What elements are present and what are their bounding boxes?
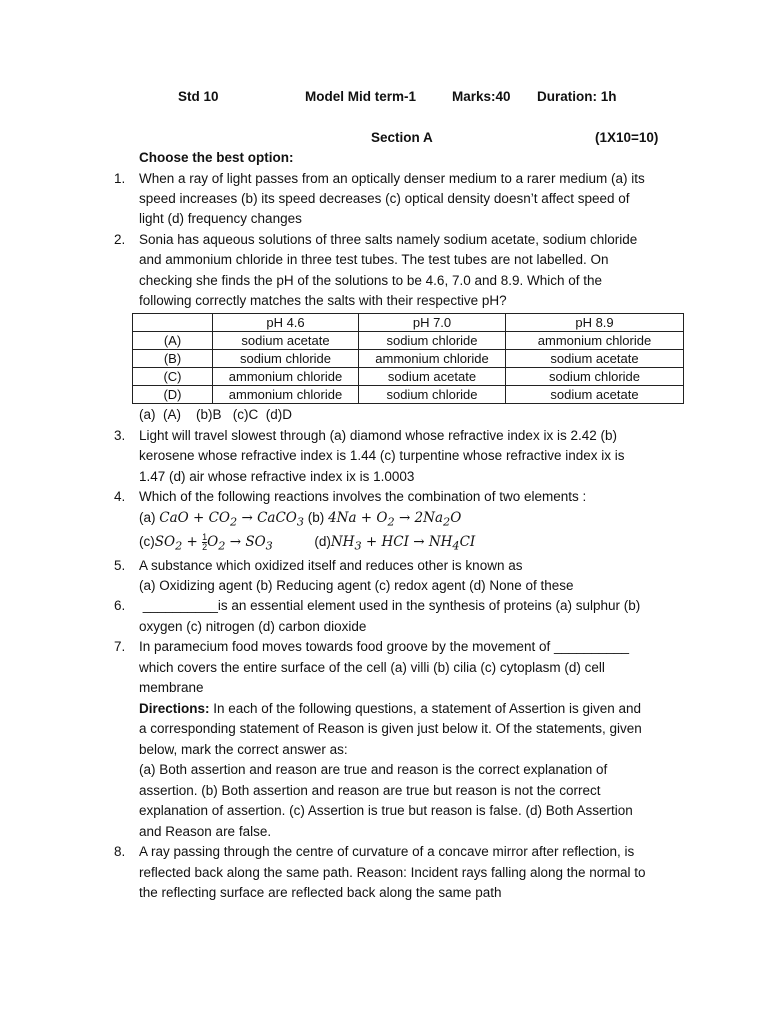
equation-a: CaO + $CO_2$ → CaCO$_3$ [159,510,305,529]
directions-line: explanation of assertion. (c) Assertion is true but reason is false. (d) Both Assertion [139,803,633,818]
directions-label: Directions: [139,701,210,716]
q2-number: 2. [114,232,126,247]
table-row [133,368,684,386]
table-cell: sodium chloride [359,332,506,350]
equation-b: $4Na + O_2 \to 2Na_2O$ [328,510,462,529]
ph-table [132,313,684,404]
q1-line: When a ray of light passes from an optically denser medium to a rarer medium (a) its [139,171,645,186]
q2-line: checking she finds the pH of the solutions to be 4.6, 7.0 and 8.9. Which of the [139,273,603,288]
equation-c-rest: $O_2 \to SO_3$ [207,534,273,553]
q5-line: A substance which oxidized itself and reduces other is known as [139,558,523,573]
instruction: Choose the best option: [139,150,294,165]
q1-line: speed increases (b) its speed decreases (c) optical density doesn’t affect speed of [139,191,630,206]
q6-number: 6. [114,598,126,613]
q4-option-a: (a) [139,510,156,525]
q8-line: the reflecting surface are reflected back along the same path [139,885,502,900]
section-title: Section A [371,130,433,145]
table-row [133,332,684,350]
table-cell: sodium acetate [359,368,506,386]
directions-text: In each of the following questions, a statement of Assertion is given and [209,701,642,716]
fraction-half: $\frac{1}{2}$ [202,531,208,552]
table-cell: sodium acetate [506,386,684,404]
directions-line: assertion. (b) Both assertion and reason are true but reason is not the correct [139,783,601,798]
table-cell: (B) [133,350,213,368]
q4-option-b: (b) [307,510,325,525]
directions-line: below, mark the correct answer as: [139,742,348,757]
q4-text: Which of the following reactions involves the combination of two elements : [139,489,587,504]
table-cell: ammonium chloride [213,386,359,404]
q5-number: 5. [114,558,126,573]
table-header-row [133,314,684,332]
equation-c: $SO_2$ + [154,534,203,553]
equation-d: $NH_3$ + HCI → $NH_4CI$ [330,534,476,553]
table-cell: sodium chloride [359,386,506,404]
table-cell: sodium acetate [213,332,359,350]
table-header: pH 4.6 [213,314,359,332]
q3-line: Light will travel slowest through (a) diamond whose refractive index ix is 2.42 (b) [139,428,617,443]
q2-line: Sonia has aqueous solutions of three salts namely sodium acetate, sodium chloride [139,232,638,247]
table-cell: ammonium chloride [506,332,684,350]
std-label: Std 10 [178,89,219,104]
q8-line: reflected back along the same path. Reason: Incident rays falling along the normal to [139,865,646,880]
exam-title: Model Mid term-1 [305,89,417,104]
q1-number: 1. [114,171,126,186]
q4-option-c: (c) [139,534,155,549]
table-row [133,386,684,404]
table-cell: sodium chloride [213,350,359,368]
directions-line [139,699,641,719]
table-row [133,350,684,368]
q8-number: 8. [114,844,126,859]
table-header: pH 7.0 [359,314,506,332]
q2-options: (a) (A) (b)B (c)C (d)D [139,407,292,422]
table-cell: sodium acetate [506,350,684,368]
q7-line: which covers the entire surface of the cell (a) villi (b) cilia (c) cytoplasm (d) cell [139,660,605,675]
duration-label: Duration: 1h [537,89,617,104]
table-cell: (C) [133,368,213,386]
q2-line: and ammonium chloride in three test tubes. The test tubes are not labelled. On [139,252,609,267]
table-cell: (A) [133,332,213,350]
q2-line: following correctly matches the salts with their respective pH? [139,293,507,308]
table-header: pH 8.9 [506,314,684,332]
q4-reactions-ab [139,508,461,533]
q7-line: In paramecium food moves towards food groove by the movement of __________ [139,639,630,654]
q6-line: oxygen (c) nitrogen (d) carbon dioxide [139,619,367,634]
marks-label: Marks:40 [452,89,511,104]
q3-number: 3. [114,428,126,443]
section-marks: (1X10=10) [595,130,659,145]
q3-line: 1.47 (d) air whose refractive index ix is 1.0003 [139,469,415,484]
q3-line: kerosene whose refractive index is 1.44 (c) turpentine whose refractive index ix is [139,448,625,463]
q7-line: membrane [139,680,204,695]
q5-line: (a) Oxidizing agent (b) Reducing agent (c) redox agent (d) None of these [139,578,574,593]
table-cell: (D) [133,386,213,404]
q1-line: light (d) frequency changes [139,211,302,226]
q4-option-d: (d) [314,534,331,549]
table-cell: ammonium chloride [213,368,359,386]
table-cell: sodium chloride [506,368,684,386]
table-header [133,314,213,332]
q4-number: 4. [114,489,126,504]
q7-number: 7. [114,639,126,654]
q8-line: A ray passing through the centre of curvature of a concave mirror after reflection, is [139,844,635,859]
q6-line: __________is an essential element used in the synthesis of proteins (a) sulphur (b) [139,598,641,613]
directions-line: and Reason are false. [139,824,272,839]
q4-reactions-cd [139,532,475,557]
directions-line: (a) Both assertion and reason are true and reason is the correct explanation of [139,762,608,777]
table-cell: ammonium chloride [359,350,506,368]
directions-line: a corresponding statement of Reason is given just below it. Of the statements, given [139,721,642,736]
